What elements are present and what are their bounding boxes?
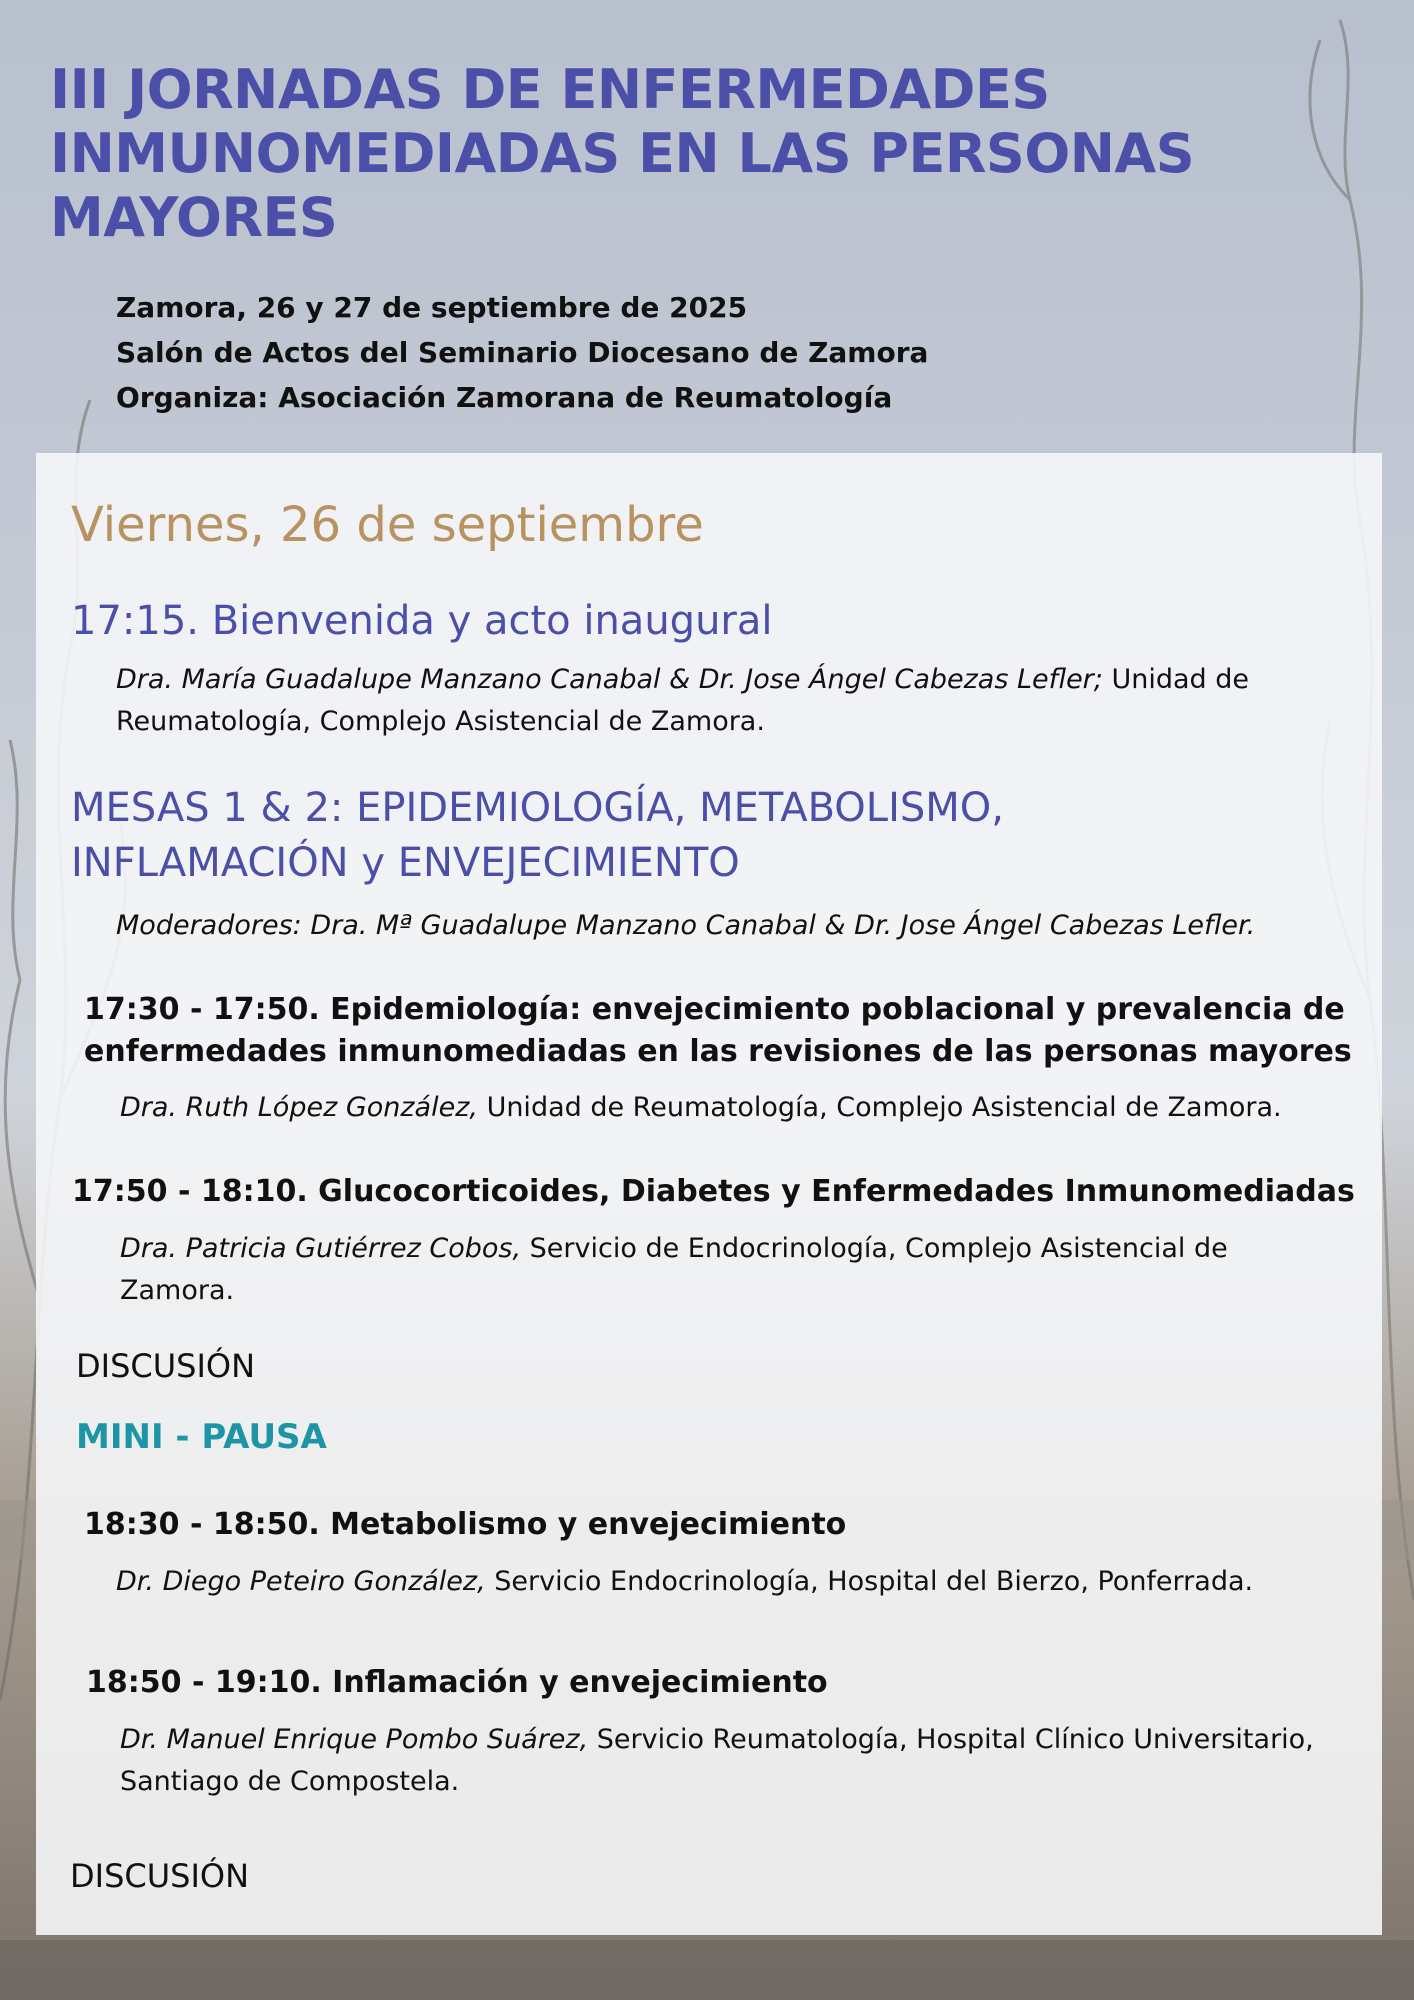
tables-heading-line2: INFLAMACIÓN y ENVEJECIMIENTO [71,840,740,886]
event-date: Zamora, 26 y 27 de septiembre de 2025 [116,291,748,324]
mini-break: MINI - PAUSA [76,1417,327,1457]
talk3-speaker [116,1561,1346,1603]
program-panel [36,453,1382,1935]
event-meta [116,285,928,420]
moderators [116,905,1346,947]
talk4-speaker [120,1719,1350,1803]
talk1-title-line1: 17:30 - 17:50. Epidemiología: envejecimiento poblacional y prevalencia de [84,992,1345,1027]
talk3-title: 18:30 - 18:50. Metabolismo y envejecimiento [84,1507,847,1542]
welcome-speakers [116,659,1346,743]
event-venue: Salón de Actos del Seminario Diocesano de Zamora [116,336,929,369]
talk3-affiliation: Servicio Endocrinología, Hospital del Bierzo, Ponferrada. [494,1566,1254,1597]
talk1-affiliation: Unidad de Reumatología, Complejo Asistencial de Zamora. [486,1092,1282,1123]
welcome-affiliation: Unidad de Reumatología, Complejo Asistencial de Zamora. [116,664,1250,737]
event-title: III JORNADAS DE ENFERMEDADES INMUNOMEDIADAS EN LAS PERSONAS MAYORES [50,58,1195,249]
day-heading: Viernes, 26 de septiembre [71,497,704,553]
event-organizer: Organiza: Asociación Zamorana de Reumatología [116,381,893,414]
talk2-affiliation: Servicio de Endocrinología, Complejo Asistencial de Zamora. [120,1233,1228,1306]
talk4-title: 18:50 - 19:10. Inflamación y envejecimiento [86,1665,828,1700]
talk3-speaker-name: Dr. Diego Peteiro González, [116,1566,486,1597]
welcome-speaker-names: Dra. María Guadalupe Manzano Canabal & Dr. Jose Ángel Cabezas Lefler; [116,664,1103,695]
discussion-1: DISCUSIÓN [76,1347,256,1385]
moderators-text: Moderadores: Dra. Mª Guadalupe Manzano Canabal & Dr. Jose Ángel Cabezas Lefler. [116,910,1256,941]
discussion-2: DISCUSIÓN [70,1857,250,1895]
welcome-heading: 17:15. Bienvenida y acto inaugural [71,598,773,644]
talk1-title-line2: enfermedades inmunomediadas en las revisiones de las personas mayores [84,1034,1352,1069]
tables-heading-line1: MESAS 1 & 2: EPIDEMIOLOGÍA, METABOLISMO, [71,785,1004,831]
talk1-speaker [120,1087,1350,1129]
talk4-speaker-name: Dr. Manuel Enrique Pombo Suárez, [120,1724,589,1755]
talk1-speaker-name: Dra. Ruth López González, [120,1092,478,1123]
talk2-speaker [120,1228,1350,1312]
talk2-title: 17:50 - 18:10. Glucocorticoides, Diabetes y Enfermedades Inmunomediadas [72,1174,1355,1209]
talk4-affiliation: Servicio Reumatología, Hospital Clínico Universitario, Santiago de Compostela. [120,1724,1314,1797]
talk2-speaker-name: Dra. Patricia Gutiérrez Cobos, [120,1233,522,1264]
